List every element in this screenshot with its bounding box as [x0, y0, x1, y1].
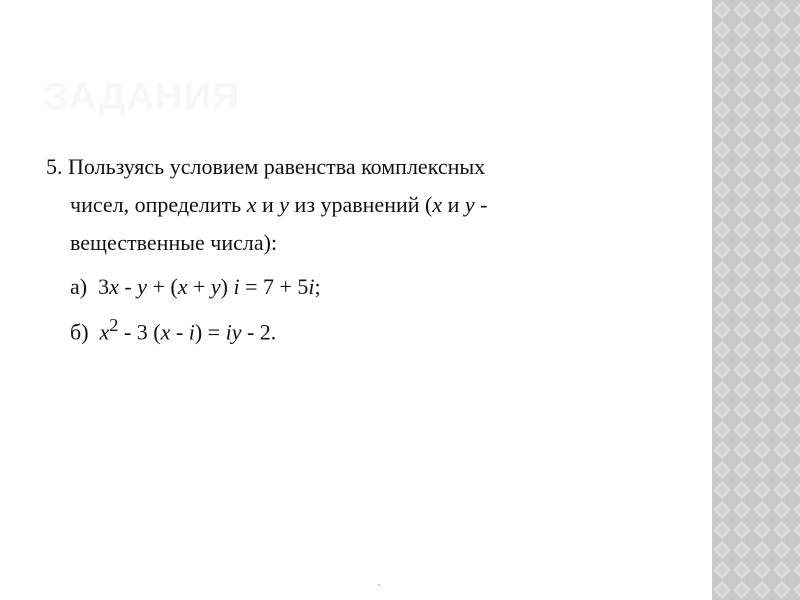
text-segment: из уравнений ( — [289, 192, 433, 217]
task-text-line-3 — [46, 224, 686, 262]
exponent: 2 — [109, 315, 119, 335]
eq-segment: - 3 ( — [118, 319, 161, 345]
eq-segment: - — [170, 319, 189, 345]
eq-segment: б) — [70, 319, 100, 345]
variable-y: y — [137, 274, 147, 299]
variable-x: x — [160, 319, 171, 345]
eq-segment: ; — [314, 274, 321, 299]
slide-title: ЗАДАНИЯ — [44, 76, 241, 118]
task-text-line-1 — [46, 148, 686, 186]
decorative-side-band — [712, 0, 800, 600]
imaginary-unit: i — [188, 319, 195, 345]
footer-mark: . — [377, 573, 381, 589]
task-text-line-2 — [46, 186, 686, 224]
eq-segment: а) 3 — [70, 274, 110, 299]
task-text: вещественные числа): — [70, 230, 278, 255]
equation-b — [46, 306, 686, 344]
text-segment: - — [474, 192, 488, 217]
text-segment: чисел, определить — [70, 192, 247, 217]
variable-y: y — [464, 192, 475, 217]
variable-x: x — [432, 192, 443, 217]
eq-segment: + ( — [146, 274, 178, 299]
text-segment: и — [442, 192, 465, 217]
eq-segment: = 7 + 5 — [239, 274, 309, 299]
eq-segment: - — [118, 274, 138, 299]
variable-y: y — [279, 192, 290, 217]
text-segment: и — [256, 192, 280, 217]
variable-x: x — [177, 274, 188, 299]
imaginary-unit: i — [233, 274, 240, 299]
imaginary-unit: i — [308, 274, 315, 299]
variable-y: y — [210, 274, 221, 299]
variable-x: x — [99, 319, 110, 345]
task-text: 5. Пользуясь условием равенства комплексных — [46, 154, 486, 179]
variable-x: x — [109, 274, 119, 299]
variable-iy: iy — [225, 319, 242, 345]
slide-content — [46, 148, 686, 344]
equation-a — [46, 268, 686, 306]
eq-segment: + — [187, 274, 211, 299]
eq-segment: - 2. — [241, 319, 277, 345]
eq-segment: ) = — [194, 319, 226, 345]
eq-segment: ) — [220, 274, 234, 299]
variable-x: x — [246, 192, 257, 217]
